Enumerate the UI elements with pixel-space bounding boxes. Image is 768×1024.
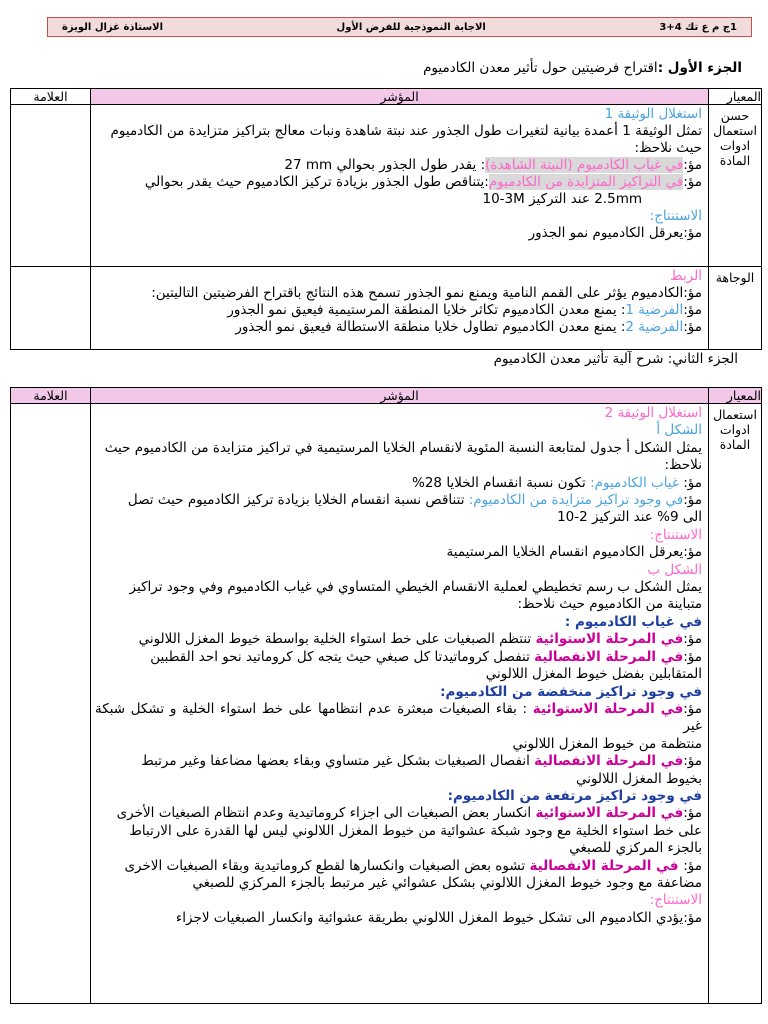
marker: مؤ:	[683, 492, 702, 509]
fig-b-m1-text: تنتظم الصبغيات على خط استواء الخلية بواسطة خيوط المغزل اللالوني	[138, 631, 536, 648]
indicator-cell-hypotheses	[91, 267, 709, 350]
fig-b-label: الشكل ب	[647, 561, 702, 578]
doc1-line5-text: عند التركيز	[529, 191, 590, 207]
fig-b-m6-cont: مضاعفة مع وجود خيوط المغزل اللالوني بشكل عشوائي غير مرتبط بالجزء المركزي للصبغي	[192, 874, 702, 891]
phase-label: في المرحلة الانفصالية	[534, 753, 684, 770]
fig-a-m1-text: تكون نسبة انقسام الخلايا 28%	[412, 474, 591, 491]
part1-heading	[423, 60, 742, 76]
fig-b-low-heading: في وجود تراكيز منخفضة من الكادميوم:	[440, 683, 702, 700]
col-indicator: المؤشر	[91, 388, 709, 404]
hypothesis-2-label: الفرضية 2	[625, 319, 684, 335]
marker: مؤ:	[678, 474, 702, 491]
doc1-line2: حيث نلاحظ:	[634, 140, 702, 156]
conclusion-text: مؤ:يعرقل الكادميوم نمو الجذور	[528, 225, 702, 241]
fig-b-conclusion: مؤ:يؤدي الكادميوم الى تشكل خيوط المغزل اللالوني بطريقة عشوائية وانكسار الصبغيات لاجزاء	[175, 909, 702, 926]
header-teacher: الاستاذة غزال الويزة	[62, 21, 164, 33]
marker: مؤ:	[683, 174, 702, 190]
fig-a-m2-text: تتناقص نسبة انقسام الخلايا بزيادة تركيز الكادميوم حيث تصل	[127, 492, 469, 509]
hypothesis-2	[95, 319, 702, 336]
marker: مؤ:	[683, 805, 702, 822]
criterion-word: حسن	[720, 108, 750, 123]
marker: مؤ:	[683, 648, 702, 665]
fig-b-m1	[95, 631, 702, 648]
fig-b-m6	[95, 858, 702, 875]
indicator-cell-doc1	[91, 105, 709, 267]
link-label: الربط	[670, 268, 702, 284]
fig-a-line2: نلاحظ:	[664, 457, 702, 474]
table2-header-row	[11, 388, 762, 404]
fig-a-line1: يمثل الشكل أ جدول لمتابعة النسبة المئوية لانقسام الخلايا المرستيمية في تراكيز متزايدة من الكادميوم حيث	[104, 439, 702, 456]
phase-label: في المرحلة الاستوائية	[535, 805, 684, 822]
fig-b-m2	[95, 649, 702, 666]
mark-cell	[11, 105, 91, 267]
criterion-cell-usage	[709, 105, 762, 267]
header-level: 1ج م ع تك 4+3	[659, 21, 737, 33]
criterion-word: استعمال	[713, 407, 757, 422]
table1-row-usage	[11, 105, 762, 267]
criterion-word: المادة	[719, 437, 751, 452]
header-bar	[47, 17, 752, 37]
doc1-line3-text: : يقدر طول الجذور بحوالي	[336, 157, 486, 173]
mark-cell	[11, 267, 91, 350]
fig-b-line1: يمثل الشكل ب رسم تخطيطي لعملية الانقسام الخيطي المتساوي في غياب الكادميوم وفي وجود تراكيز	[129, 579, 702, 596]
table1-row-relevance	[11, 267, 762, 350]
conclusion-label: الاستنتاج:	[649, 208, 702, 224]
mark-cell	[11, 404, 91, 1004]
marker: مؤ:	[683, 631, 702, 648]
doc1-line1: تمثل الوثيقة 1 أعمدة بيانية لتغيرات طول الجذور عند نبتة شاهدة ونبات معالج بتراكيز متزايدة من الكادميوم	[110, 123, 702, 139]
fig-b-m5-cont1: على خط استواء الخلية مع وجود شبكة عشوائية من خيوط المغزل اللالوني ليس لها القدرة على الارتباط	[129, 822, 702, 839]
doc1-line3	[95, 157, 702, 174]
marker: مؤ:	[683, 302, 702, 318]
fig-a-m3	[95, 509, 702, 526]
col-indicator: المؤشر	[91, 89, 709, 105]
fig-a-m3-text: الى 9% عند التركيز	[592, 509, 702, 526]
hypothesis-1-label: الفرضية 1	[625, 302, 684, 318]
fig-a-m2	[95, 492, 702, 509]
marker: مؤ:	[683, 157, 702, 173]
hypothesis-1-text: : يمنع معدن الكادميوم تكاثر خلايا المنطقة المرستيمية فيعيق نمو الجذور	[227, 302, 626, 318]
table1-header-row	[11, 89, 762, 105]
marker: مؤ:	[683, 319, 702, 335]
fig-a-m2-label: في وجود تراكيز متزايدة من الكادميوم:	[468, 492, 684, 509]
table-part2	[10, 387, 762, 1004]
criterion-cell-relevance: الوجاهة	[709, 267, 762, 350]
doc1-title: استغلال الوثيقة 1	[604, 106, 702, 122]
phase-label: في المرحلة الانفصالية	[529, 857, 684, 874]
fig-a-m1-label: غياب الكادميوم:	[590, 474, 679, 491]
fig-b-absent-heading: في غياب الكادميوم :	[564, 613, 702, 630]
phase-label: في المرحلة الاستوائية	[535, 631, 684, 648]
fig-b-m5-text: انكسار بعض الصبغيات الى اجزاء كروماتيدية وعدم انتظام الصبغيات الأخرى	[116, 805, 536, 822]
col-criterion: المعيار	[709, 89, 762, 105]
fig-b-m5	[95, 805, 702, 822]
fig-b-m2-text: تنفصل كروماتيدتا كل صبغي حيث يتجه كل كروماتيد نحو احد القطبين	[150, 648, 535, 665]
fig-a-conclusion-label: الاستنتاج:	[649, 526, 702, 543]
phase-label: في المرحلة الاستوائية	[532, 700, 684, 717]
marker: مؤ:	[683, 857, 702, 874]
fig-b-m3-text: : بقاء الصبغيات مبعثرة عدم انتظامها على خط استواء الخلية و تشكل شبكة غير	[95, 700, 702, 735]
criterion-word: ادوات	[719, 138, 751, 153]
fig-b-m4-cont: بخيوط المغزل اللالوني	[575, 770, 702, 787]
fig-b-m6-text: تشوه بعض الصبغيات وانكسارها لقطع كروماتيدية وبقاء الصبغيات الاخرى	[124, 857, 530, 874]
table2-row-usage	[11, 404, 762, 1004]
fig-b-line2: متباينة من الكادميوم حيث نلاحظ:	[517, 596, 702, 613]
criterion-word: استعمال	[713, 123, 757, 138]
fig-b-m4	[95, 753, 702, 770]
highlight-absent: في غياب الكادميوم (النبتة الشاهدة)	[485, 157, 684, 173]
fig-a-conclusion: مؤ:يعرقل الكادميوم انقسام الخلايا المرستيمية	[446, 544, 702, 561]
criterion-cell-usage	[709, 404, 762, 1004]
col-criterion: المعيار	[709, 388, 762, 404]
fig-a-m1	[95, 475, 702, 492]
value-concentration: 10-3M	[482, 191, 525, 207]
fig-b-conclusion-label: الاستنتاج:	[649, 892, 702, 909]
doc1-line5	[95, 191, 702, 208]
value-27mm: 27 mm	[284, 157, 333, 173]
col-mark: العلامة	[11, 89, 91, 105]
highlight-increasing: في التراكيز المتزايدة من الكادميوم	[488, 174, 684, 190]
fig-b-m3-cont: منتظمة من خيوط المغزل اللالوني	[512, 735, 702, 752]
doc1-line4	[95, 174, 702, 191]
part1-heading-text: اقتراح فرضيتين حول تأثير معدن الكادميوم	[423, 60, 658, 76]
marker: مؤ:	[683, 753, 702, 770]
part1-heading-bold: الجزء الأول :	[657, 60, 742, 76]
col-mark: العلامة	[11, 388, 91, 404]
hypothesis-1	[95, 302, 702, 319]
fig-b-m4-text: انفصال الصبغيات بشكل غير متساوي وبقاء بعضها مضاعفا وغير مرتبط	[141, 753, 535, 770]
table-part1	[10, 88, 762, 350]
criterion-word: ادوات	[719, 422, 751, 437]
phase-label: في المرحلة الانفصالية	[534, 648, 684, 665]
value-concentration: 10-2	[557, 509, 588, 526]
doc1-line4-text: :يتناقص طول الجذور بزيادة تركيز الكادميوم حيث يقدر بحوالي	[144, 174, 489, 190]
value-2-5mm: 2.5mm	[594, 191, 642, 207]
header-title: الاجابة النموذجية للفرض الأول	[336, 21, 486, 33]
fig-b-high-heading: في وجود تراكيز مرتفعة من الكادميوم:	[447, 787, 702, 804]
criterion-word: المادة	[719, 153, 751, 168]
fig-b-m2-cont: المتقابلين بفضل خيوط المغزل اللالوني	[485, 666, 702, 683]
fig-b-m5-cont2: بالجزء المركزي للصبغي	[569, 840, 702, 857]
link-line1: مؤ:الكادميوم يؤثر على القمم النامية ويمنع نمو الجذور تسمح هذه النتائج باقتراح الفرضيتين التاليتين:	[151, 285, 702, 301]
fig-b-m3	[95, 701, 702, 736]
doc2-title: استغلال الوثيقة 2	[604, 405, 702, 421]
hypothesis-2-text: : يمنع معدن الكادميوم تطاول خلايا منطقة الاستطالة فيعيق نمو الجذور	[235, 319, 626, 335]
fig-a-label: الشكل أ	[656, 422, 702, 439]
marker: مؤ:	[683, 700, 702, 717]
indicator-cell-doc2	[91, 404, 709, 1004]
part2-heading: الجزء الثاني: شرح آلية تأثير معدن الكادميوم	[493, 351, 738, 367]
